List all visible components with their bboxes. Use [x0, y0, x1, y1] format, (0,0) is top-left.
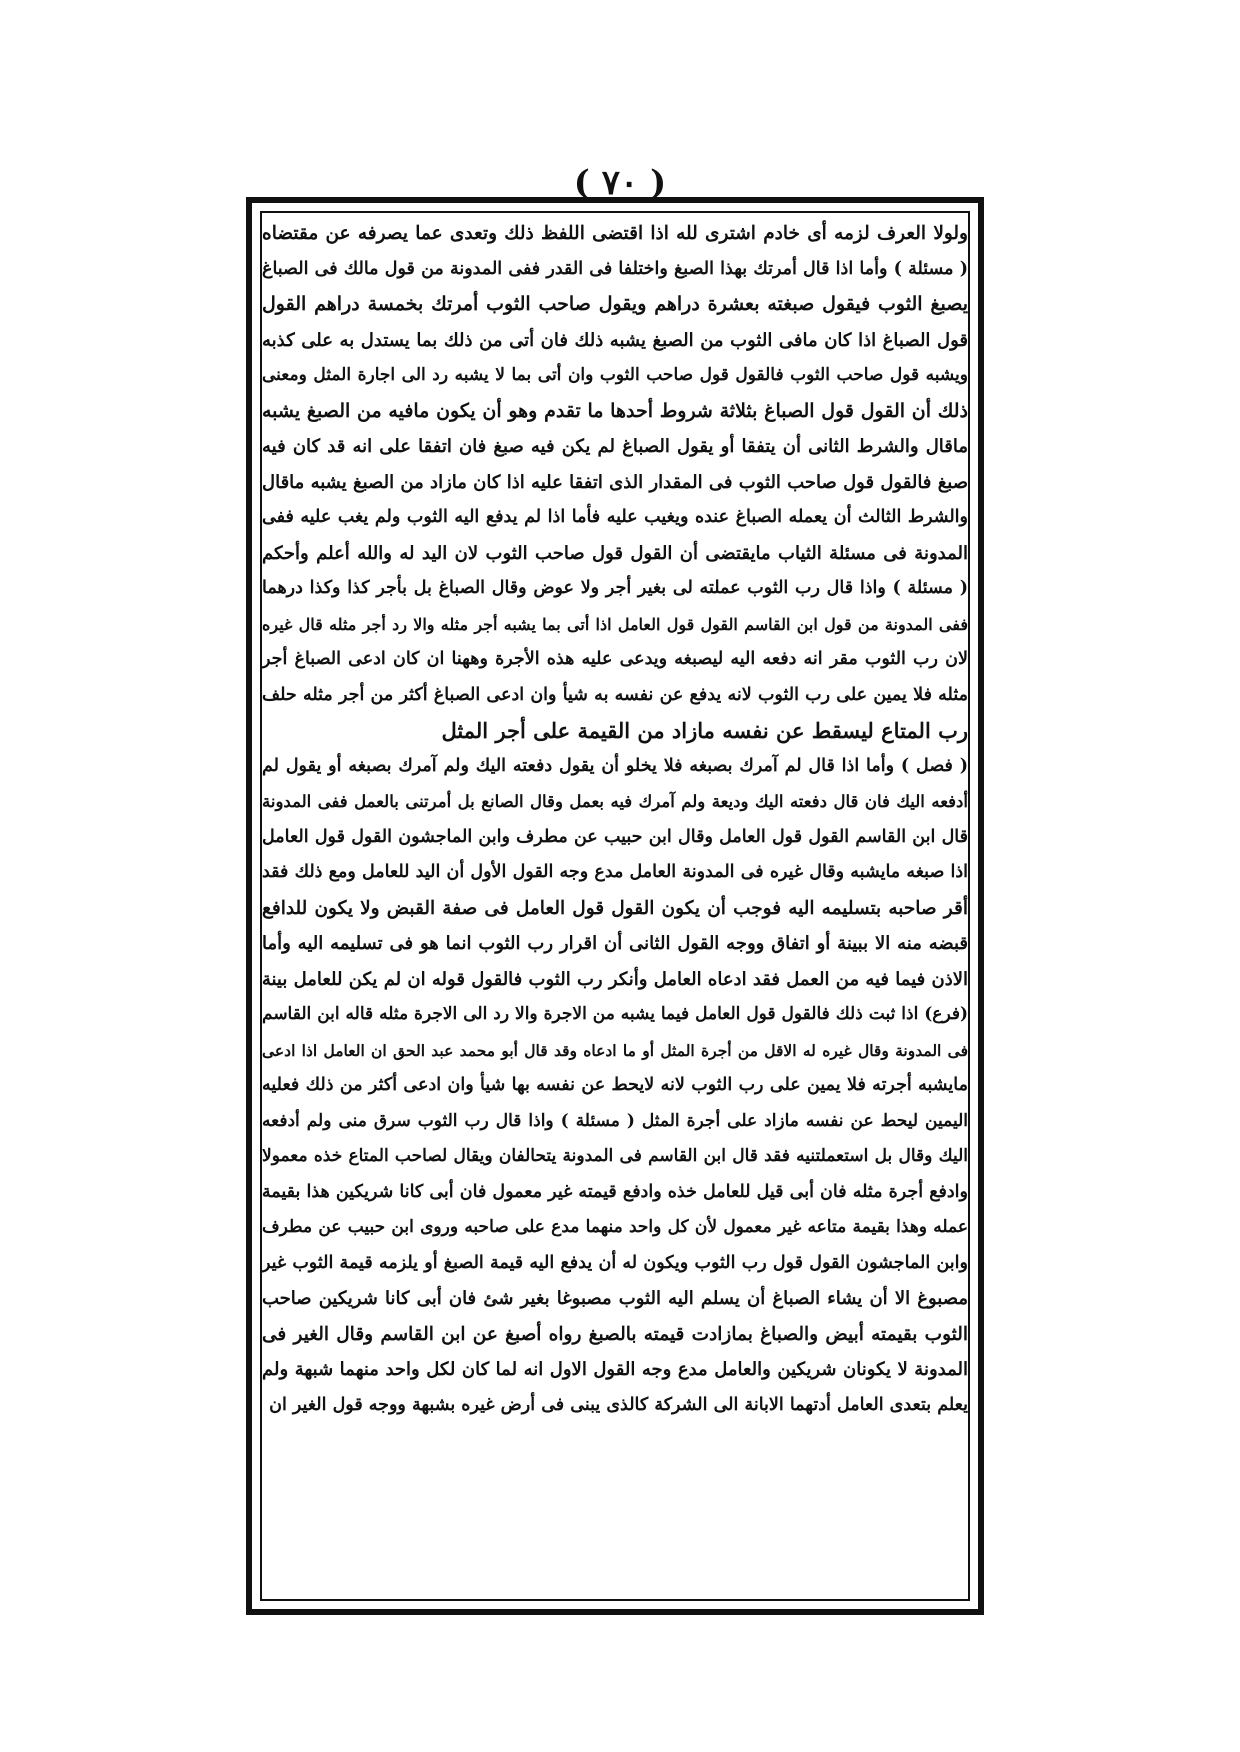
text-line: فى المدونة وقال غيره له الاقل من أجرة المثل أو ما ادعاه وقد قال أبو محمد عبد الحق ان العامل اذا ادعى: [262, 1040, 968, 1060]
text-line: ويشبه قول صاحب الثوب فالقول قول صاحب الثوب وان أتى بما لا يشبه رد الى اجارة المثل ومعنى: [262, 365, 968, 385]
text-line: ( مسئلة ) واذا قال رب الثوب عملته لى بغير أجر ولا عوض وقال الصباغ بل بأجر كذا وكذا درهما: [262, 578, 968, 598]
text-line: أدفعه اليك فان قال دفعته اليك وديعة ولم آمرك فيه بعمل وقال الصانع بل أمرتنى بالعمل ففى المدونة: [262, 792, 968, 811]
text-line: ماقال والشرط الثانى أن يتفقا أو يقول الصباغ لم يكن فيه صبغ فان اتفقا على انه قد كان فيه: [262, 436, 968, 457]
text-line: اليمين ليحط عن نفسه مازاد على أجرة المثل ( مسئلة ) واذا قال رب الثوب سرق منى ولم أدفعه: [262, 1110, 968, 1131]
text-line: مثله فلا يمين على رب الثوب لانه يدفع عن نفسه به شيأ وان ادعى الصباغ أكثر من أجر مثله حلف: [262, 684, 968, 705]
text-line: قبضه منه الا ببينة أو اتفاق ووجه القول الثانى أن اقرار رب الثوب انما هو فى تسليمه اليه وأما: [262, 933, 968, 954]
text-line: صبغ فالقول قول صاحب الثوب فى المقدار الذى اتفقا عليه اذا كان مازاد من الصبغ يشبه ماقال: [262, 471, 968, 493]
text-line: مصبوغ الا أن يشاء الصباغ أن يسلم اليه الثوب مصبوغا بغير شئ فان أبى كانا شريكين صاحب: [262, 1288, 968, 1309]
text-line: الثوب بقيمته أبيض والصباغ بمازادت قيمته بالصبغ رواه أصبغ عن ابن القاسم وقال الغير فى: [262, 1323, 968, 1345]
text-line: يعلم بتعدى العامل أدتهما الابانة الى الشركة كالذى يبنى فى أرض غيره بشبهة ووجه قول الغير ان: [269, 1394, 968, 1415]
text-line: عمله وهذا بقيمة متاعه غير معمول لأن كل واحد منهما مدع على صاحبه وروى ابن حبيب عن مطرف: [262, 1217, 968, 1237]
text-line: المدونة لا يكونان شريكين والعامل مدع وجه القول الاول انه لما كان لكل واحد منهما شبهة ولم: [262, 1359, 968, 1380]
text-line: (فرع) اذا ثبت ذلك فالقول قول العامل فيما يشبه من الاجرة والا رد الى الاجرة مثله قاله ابن القاسم: [262, 1004, 968, 1024]
text-line: الاذن فيما فيه من العمل فقد ادعاه العامل وأنكر رب الثوب فالقول قوله ان لم يكن للعامل بينة: [262, 968, 968, 990]
text-line: المدونة فى مسئلة الثياب مايقتضى أن القول قول صاحب الثوب لان اليد له والله أعلم وأحكم: [262, 542, 968, 564]
text-line: قول الصباغ اذا كان مافى الثوب من الصبغ يشبه ذلك فان أتى من ذلك بما يستدل به على كذبه: [262, 329, 968, 351]
text-line: ففى المدونة من قول ابن القاسم القول قول العامل اذا أتى بما يشبه أجر مثله والا رد أجر مثله قال غيره: [262, 614, 968, 634]
text-line: اذا صبغه مايشبه وقال غيره فى المدونة العامل مدع وجه القول الأول أن اليد للعامل ومع ذلك فقد: [262, 862, 968, 882]
text-line: رب المتاع ليسقط عن نفسه مازاد من القيمة على أجر المثل: [441, 718, 968, 743]
text-line: ذلك أن القول قول الصباغ بثلاثة شروط أحدها ما تقدم وهو أن يكون مافيه من الصبغ يشبه: [262, 399, 968, 422]
text-line: يصبغ الثوب فيقول صبغته بعشرة دراهم ويقول صاحب الثوب أمرتك بخمسة دراهم القول: [262, 293, 968, 315]
text-line: مايشبه أجرته فلا يمين على رب الثوب لانه لايحط عن نفسه بها شيأ وان ادعى أكثر من ذلك فعليه: [262, 1075, 968, 1095]
text-line: ( فصل ) وأما اذا قال لم آمرك بصبغه فلا يخلو أن يقول دفعته اليك ولم آمرك بصبغه أو يقول لم: [262, 755, 968, 776]
text-line: أقر صاحبه بتسليمه اليه فوجب أن يكون القول قول العامل فى صفة القبض ولا يكون للدافع: [262, 897, 968, 919]
page-number: ( ٧٠ ): [573, 163, 667, 203]
text-line: وابن الماجشون القول قول رب الثوب ويكون له أن يدفع اليه قيمة الصبغ أو يلزمه قيمة الثوب غير: [262, 1252, 968, 1273]
text-line: والشرط الثالث أن يعمله الصباغ عنده ويغيب عليه فأما اذا لم يدفع اليه الثوب ولم يغب عليه ففى: [262, 507, 968, 527]
text-line: ولولا العرف لزمه أى خادم اشترى لله اذا اقتضى اللفظ ذلك وتعدى عما يصرفه عن مقتضاه: [262, 223, 968, 244]
text-line: ( مسئلة ) وأما اذا قال أمرتك بهذا الصبغ واختلفا فى القدر ففى المدونة من قول مالك فى الصباغ: [262, 258, 968, 279]
text-line: قال ابن القاسم القول قول العامل وقال ابن حبيب عن مطرف وابن الماجشون القول قول العامل: [262, 826, 968, 847]
page-body-text: [262, 216, 968, 1596]
text-line: لان رب الثوب مقر انه دفعه اليه ليصبغه ويدعى عليه هذه الأجرة وههنا ان كان ادعى الصباغ أجر: [262, 649, 968, 669]
text-line: اليك وقال بل استعملتنيه فقد قال ابن القاسم فى المدونة يتحالفان ويقال لصاحب المتاع خذه معمولا: [262, 1146, 968, 1166]
text-line: وادفع أجرة مثله فان أبى قيل للعامل خذه وادفع قيمته غير معمول فان أبى كانا شريكين هذا بقيمة: [262, 1181, 968, 1202]
